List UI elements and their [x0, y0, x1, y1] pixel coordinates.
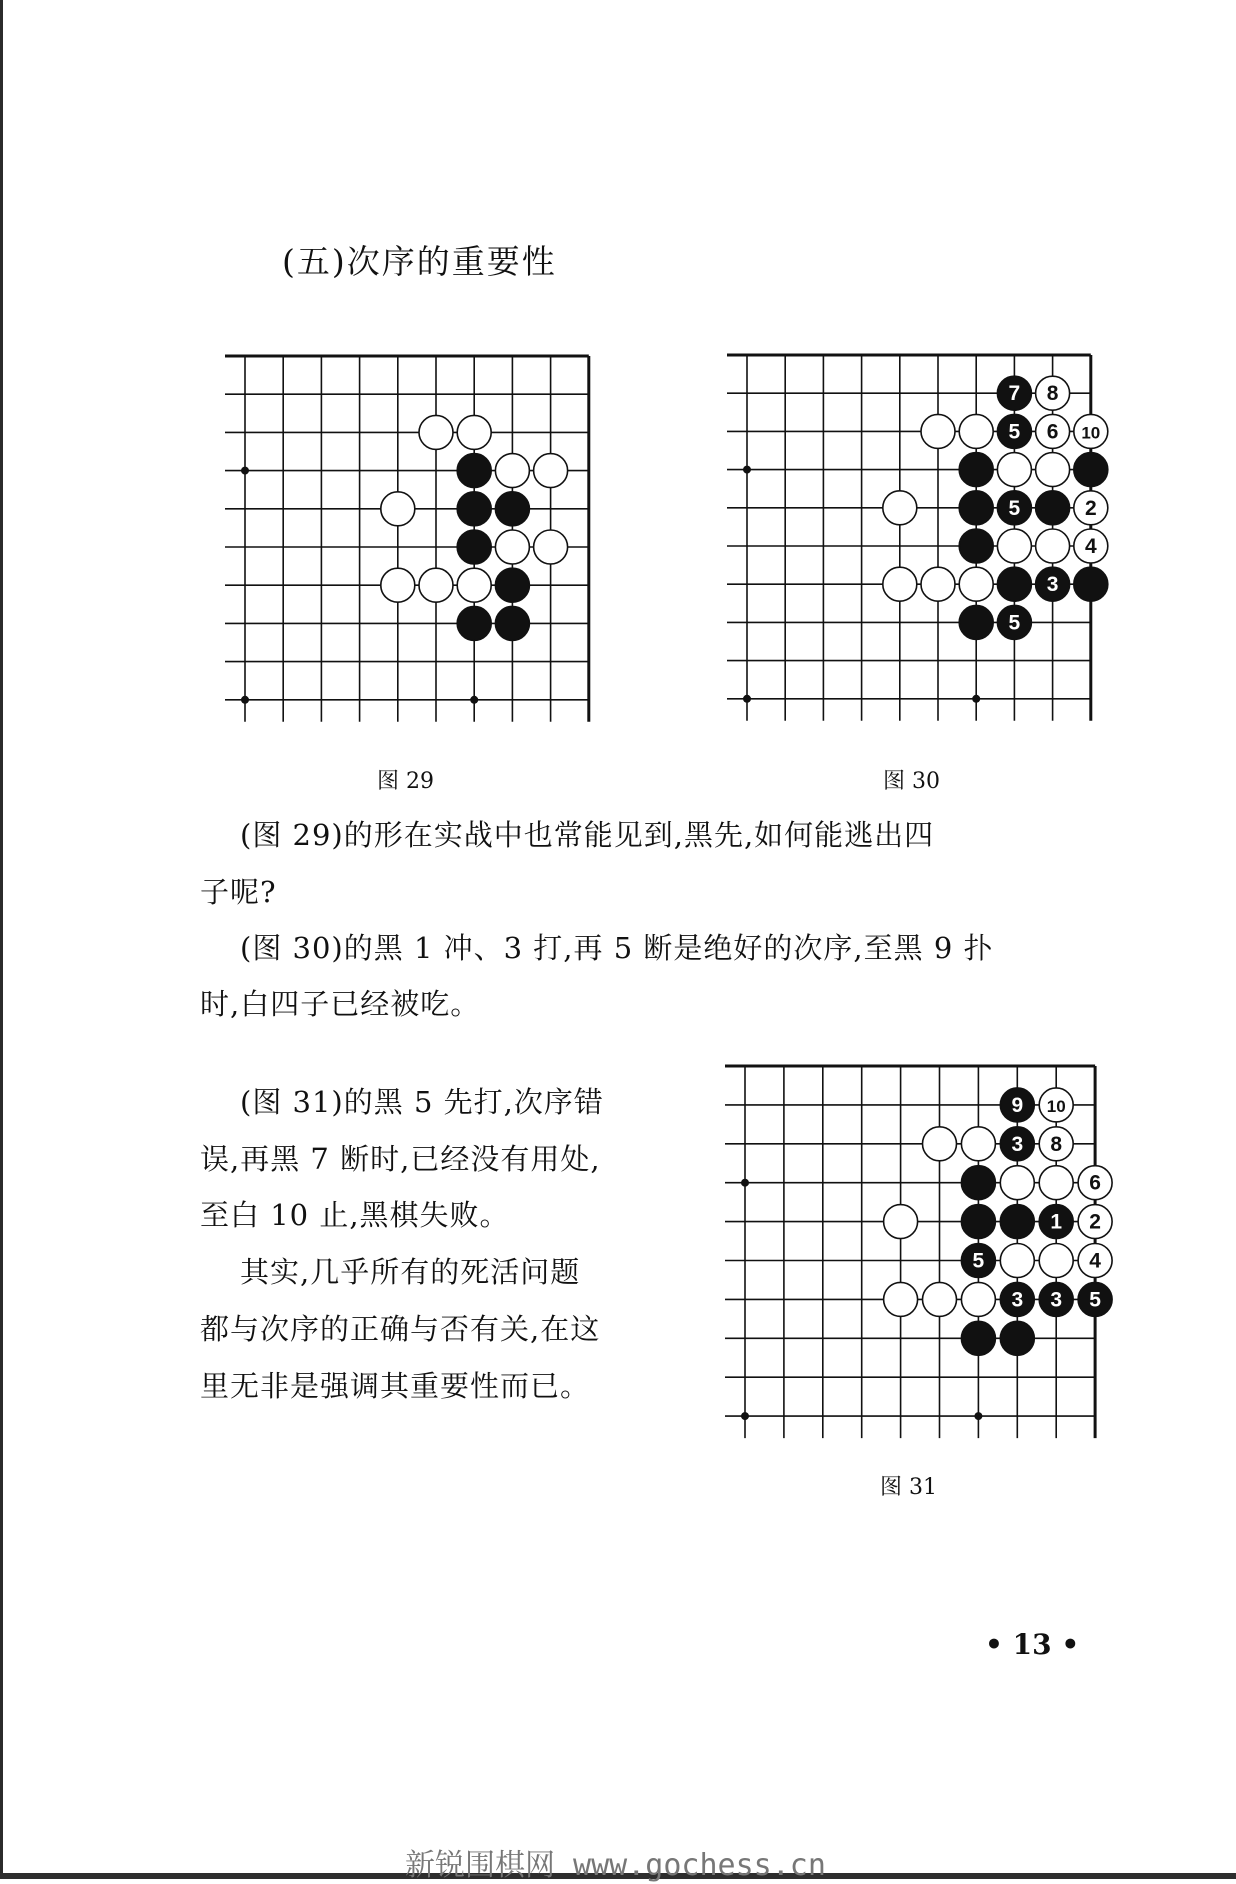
- white-stone: [997, 529, 1031, 563]
- go-diagram-31: [720, 1050, 1120, 1450]
- paragraph-line: (图 30)的黑 1 冲、3 打,再 5 断是绝好的次序,至黑 9 扑: [240, 931, 994, 965]
- move-number: 3: [1050, 1288, 1063, 1312]
- white-stone: [534, 530, 568, 564]
- star-point: [241, 467, 249, 475]
- go-diagram-30: [720, 340, 1120, 730]
- white-stone: [457, 568, 491, 602]
- white-stone: [923, 1282, 957, 1316]
- white-stone: [961, 1282, 995, 1316]
- figure-caption-29: 图 29: [377, 769, 434, 794]
- white-stone: [1039, 1244, 1073, 1278]
- star-point: [741, 1179, 749, 1187]
- black-stone: [1074, 453, 1108, 487]
- white-stone: [534, 454, 568, 488]
- white-stone: [1000, 1166, 1034, 1200]
- paragraph-line: (图 29)的形在实战中也常能见到,黑先,如何能逃出四: [240, 818, 935, 852]
- black-stone: [457, 492, 491, 526]
- black-stone: [959, 605, 993, 639]
- paragraph-line: 里无非是强调其重要性而已。: [200, 1369, 591, 1403]
- white-stone: [495, 454, 529, 488]
- star-point: [741, 1412, 749, 1420]
- black-stone: [959, 529, 993, 563]
- star-point: [974, 1412, 982, 1420]
- star-point: [470, 696, 478, 704]
- black-stone: [457, 606, 491, 640]
- white-stone: [419, 415, 453, 449]
- black-stone: [495, 606, 529, 640]
- white-stone: [923, 1127, 957, 1161]
- white-stone: [921, 567, 955, 601]
- move-number: 5: [1008, 611, 1021, 635]
- move-number: 10: [1081, 423, 1101, 443]
- paragraph-line: 其实,几乎所有的死活问题: [240, 1255, 581, 1289]
- section-title: (五)次序的重要性: [282, 242, 557, 281]
- white-stone: [883, 567, 917, 601]
- black-stone: [961, 1166, 995, 1200]
- white-stone: [1036, 453, 1070, 487]
- white-stone: [959, 414, 993, 448]
- star-point: [743, 466, 751, 474]
- move-number: 2: [1089, 1210, 1101, 1234]
- black-stone: [1000, 1321, 1034, 1355]
- white-stone: [1000, 1244, 1034, 1278]
- paragraph-line: 至白 10 止,黑棋失败。: [200, 1198, 510, 1232]
- figure-caption-30: 图 30: [883, 769, 940, 794]
- move-number: 5: [1089, 1288, 1101, 1312]
- black-stone: [1074, 567, 1108, 601]
- move-number: 8: [1050, 1132, 1063, 1156]
- move-number: 4: [1084, 535, 1097, 558]
- go-diagram-29: [200, 340, 600, 730]
- star-point: [972, 695, 980, 703]
- white-stone: [921, 414, 955, 448]
- move-number: 5: [1008, 496, 1021, 520]
- star-point: [743, 695, 751, 703]
- black-stone: [1036, 491, 1070, 525]
- black-stone: [457, 454, 491, 488]
- paragraph-line: 时,白四子已经被吃。: [200, 987, 481, 1021]
- black-stone: [495, 568, 529, 602]
- viewer-left-border: [0, 0, 3, 1879]
- black-stone: [1000, 1205, 1034, 1239]
- paragraph-line: 误,再黑 7 断时,已经没有用处,: [200, 1142, 601, 1176]
- white-stone: [959, 567, 993, 601]
- paragraph-line: (图 31)的黑 5 先打,次序错: [240, 1085, 604, 1119]
- black-stone: [457, 530, 491, 564]
- move-number: 5: [1008, 420, 1021, 444]
- black-stone: [961, 1321, 995, 1355]
- move-number: 5: [972, 1249, 985, 1273]
- white-stone: [381, 492, 415, 526]
- white-stone: [381, 568, 415, 602]
- move-number: 8: [1046, 382, 1059, 406]
- white-stone: [457, 415, 491, 449]
- black-stone: [961, 1205, 995, 1239]
- move-number: 2: [1084, 496, 1097, 520]
- white-stone: [1036, 529, 1070, 563]
- move-number: 1: [1050, 1210, 1063, 1234]
- star-point: [241, 696, 249, 704]
- move-number: 3: [1046, 573, 1059, 597]
- move-number: 3: [1011, 1132, 1024, 1156]
- black-stone: [997, 567, 1031, 601]
- white-stone: [883, 491, 917, 525]
- paragraph-line: 都与次序的正确与否有关,在这: [200, 1312, 601, 1346]
- white-stone: [997, 453, 1031, 487]
- watermark: 新锐围棋网 www.gochess.cn: [405, 1848, 826, 1883]
- page-number: • 13 •: [985, 1628, 1080, 1661]
- white-stone: [419, 568, 453, 602]
- move-number: 6: [1046, 420, 1059, 444]
- move-number: 6: [1089, 1171, 1101, 1195]
- move-number: 3: [1011, 1288, 1024, 1312]
- black-stone: [959, 491, 993, 525]
- white-stone: [495, 530, 529, 564]
- black-stone: [959, 453, 993, 487]
- white-stone: [884, 1282, 918, 1316]
- move-number: 4: [1089, 1249, 1101, 1273]
- figure-caption-31: 图 31: [880, 1475, 937, 1500]
- move-number: 9: [1011, 1093, 1024, 1117]
- move-number: 7: [1008, 382, 1021, 406]
- white-stone: [1039, 1166, 1073, 1200]
- black-stone: [495, 492, 529, 526]
- white-stone: [961, 1127, 995, 1161]
- paragraph-line: 子呢?: [200, 875, 277, 909]
- white-stone: [884, 1205, 918, 1239]
- move-number: 10: [1046, 1096, 1066, 1116]
